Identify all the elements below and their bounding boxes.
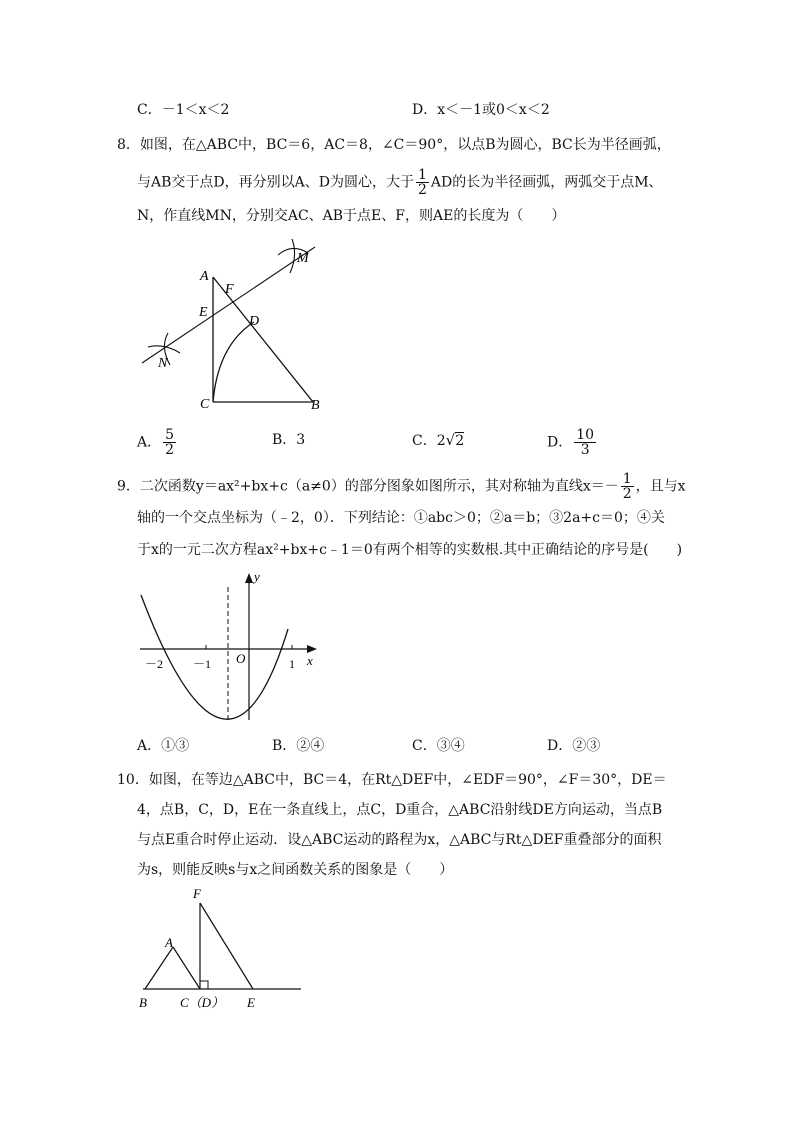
- q8-stem-line3: N，作直线MN，分别交AC、AB于点E、F，则AE的长度为（ ）: [137, 208, 566, 224]
- q10-label-b: B: [139, 995, 147, 1010]
- q10-label-e: E: [247, 995, 255, 1010]
- q8-option-d-den: 3: [580, 442, 590, 458]
- q8-label-b: B: [311, 398, 320, 413]
- q8-option-b: B．3: [272, 432, 306, 448]
- q10-stem-line1: 10．如图，在等边△ABC中，BC＝4，在Rt△DEF中，∠EDF＝90°，∠F＝30°，DE＝: [117, 772, 667, 788]
- q10-side-ac: [173, 947, 200, 989]
- q8-arc-cd: [213, 322, 254, 402]
- q7-option-c: C．－1＜x＜2: [137, 102, 230, 118]
- q9-option-a: A．①③: [137, 738, 190, 754]
- q9-option-c: C．③④: [412, 738, 465, 754]
- q7-option-d: D．x＜－1或0＜x＜2: [412, 102, 550, 118]
- q9-half-fraction: [621, 472, 634, 501]
- q8-option-a-den: 2: [165, 442, 175, 458]
- q8-label-e: E: [199, 305, 208, 320]
- q8-label-c: C: [200, 397, 210, 412]
- q10-side-fe: [200, 903, 253, 989]
- q9-stem-line2: 轴的一个交点坐标为（﹣2，0）．下列结论：①abc＞0；②a＝b；③2a+c＝0；④关: [137, 510, 665, 526]
- q8-arc-mark-m2: [290, 239, 295, 273]
- q10-stem-line2: 4，点B，C，D，E在一条直线上，点C，D重合，△ABC沿射线DE方向运动，当点B: [137, 802, 663, 818]
- q9-x-arrow-icon: [307, 645, 317, 653]
- q9-stem-line3: 于x的一元二次方程ax²+bx+c﹣1＝0有两个相等的实数根.其中正确结论的序号是( ): [137, 542, 683, 558]
- q10-right-angle-icon: [200, 981, 208, 989]
- q9-stem-line1b: ，且与x: [635, 478, 686, 495]
- q8-option-d-num: 10: [576, 427, 595, 443]
- q8-line-mn: [142, 247, 315, 363]
- q9-y-arrow-icon: [245, 573, 253, 583]
- q9-label-minus1: －1: [193, 657, 212, 671]
- q10-figure: [135, 885, 310, 1015]
- q8-label-n: N: [158, 356, 168, 371]
- q8-frac-num: 1: [417, 167, 427, 183]
- q8-stem-line2a: 与AB交于点D，再分别以A、D为圆心，大于: [137, 174, 414, 191]
- q8-label-d: D: [249, 314, 260, 329]
- q10-stem-line4: 为s，则能反映s与x之间函数关系的图象是（ ）: [137, 862, 454, 878]
- q8-option-c: [412, 430, 464, 451]
- q8-label-f: F: [225, 282, 234, 297]
- q10-label-cd: C（D）: [180, 995, 225, 1010]
- q8-half-fraction: [416, 168, 429, 197]
- q8-option-c-radicand: 2: [455, 433, 465, 449]
- q8-option-a-label: A．: [137, 434, 162, 451]
- q8-option-a-num: 5: [165, 427, 175, 443]
- q9-frac-num: 1: [622, 471, 632, 487]
- sqrt-icon: √: [445, 431, 456, 449]
- q8-frac-den: 2: [417, 182, 427, 198]
- q9-figure: [135, 565, 325, 725]
- q9-parabola: [141, 595, 288, 719]
- q9-label-origin: O: [236, 651, 246, 666]
- q9-label-minus2: －2: [145, 657, 164, 671]
- q8-option-d-frac: [574, 428, 596, 457]
- q9-stem-line1a: 9．二次函数y＝ax²+bx+c（a≠0）的部分图象如图所示，其对称轴为直线x＝－: [117, 478, 619, 495]
- q10-stem-line3: 与点E重合时停止运动．设△ABC运动的路程为x，△ABC与Rt△DEF重叠部分的面积: [137, 832, 662, 848]
- q8-label-m: M: [297, 251, 309, 266]
- q8-stem-line2: [137, 168, 663, 197]
- q9-label-x: x: [307, 653, 313, 668]
- q8-option-a: [137, 428, 178, 457]
- q9-frac-den: 2: [622, 486, 632, 502]
- q8-label-a: A: [200, 269, 209, 284]
- q9-label-1: 1: [289, 657, 295, 671]
- q8-stem-line2b: AD的长为半径画弧，两弧交于点M、: [430, 174, 663, 191]
- q10-side-ba: [145, 947, 173, 989]
- q10-label-f: F: [193, 886, 201, 901]
- q8-option-a-frac: [163, 428, 176, 457]
- q9-option-d: D．②③: [547, 738, 601, 754]
- q9-option-b: B．②④: [272, 738, 325, 754]
- q9-stem-line1: [117, 472, 686, 501]
- q8-stem-line1: 8．如图，在△ABC中，BC＝6，AC＝8，∠C＝90°，以点B为圆心，BC长为半径画弧，: [117, 137, 671, 153]
- q9-label-y: y: [254, 569, 260, 584]
- q8-option-d-label: D．: [547, 434, 573, 451]
- q10-label-a: A: [165, 935, 173, 950]
- q8-option-c-label: C．2: [412, 433, 446, 449]
- q8-figure: [130, 235, 340, 415]
- q8-option-d: [547, 428, 598, 457]
